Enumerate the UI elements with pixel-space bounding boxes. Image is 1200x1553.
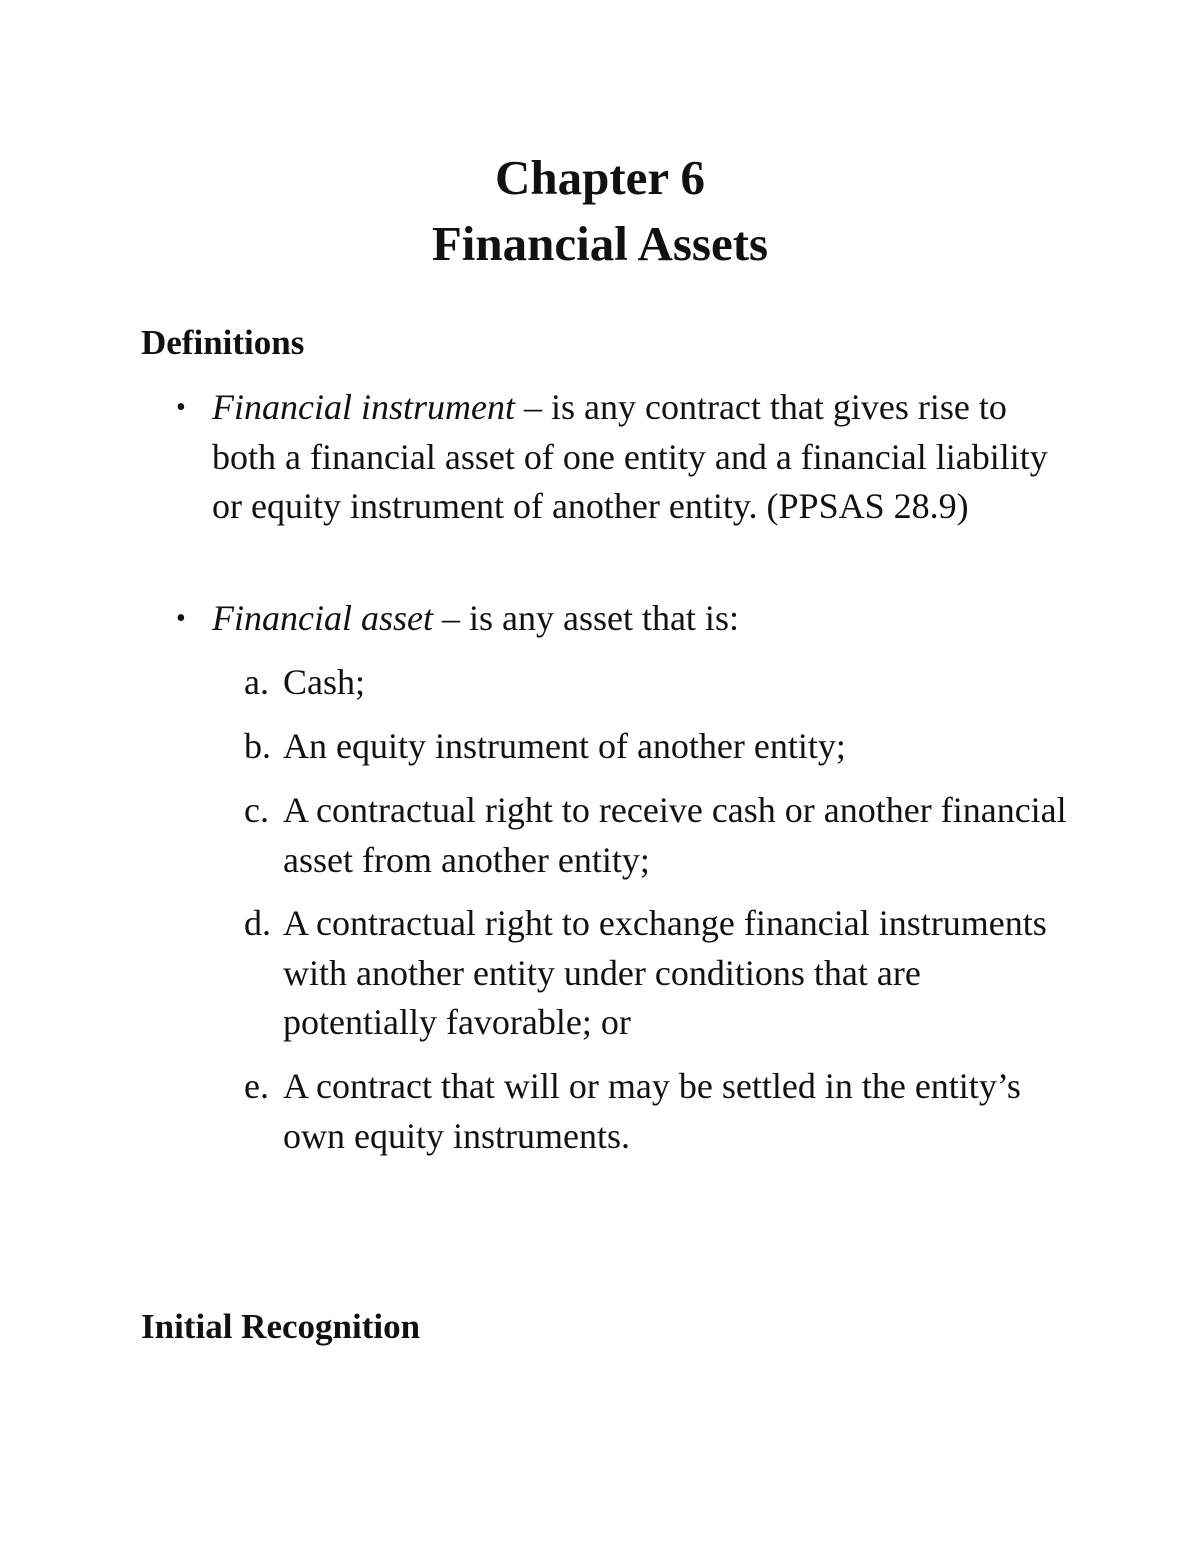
bullet-icon: • — [176, 603, 186, 634]
definition-content — [212, 383, 1072, 532]
chapter-name: Financial Assets — [431, 216, 769, 271]
definition-item — [176, 383, 1076, 583]
definition-term: Financial instrument — [212, 387, 515, 427]
list-letter: b. — [244, 726, 271, 766]
chapter-title — [0, 145, 1200, 277]
definitions-heading: Definitions — [141, 323, 305, 362]
list-text: An equity instrument of another entity; — [283, 726, 846, 766]
bullet-icon: • — [176, 392, 186, 423]
definition-content — [212, 594, 1072, 644]
list-text: A contract that will or may be settled in the entity’s own equity instruments. — [283, 1066, 1021, 1156]
list-text: Cash; — [283, 662, 366, 702]
list-text: A contractual right to exchange financial instruments with another entity under conditions that are potentially favorable; or — [283, 903, 1047, 1042]
list-text: A contractual right to receive cash or another financial asset from another entity; — [283, 790, 1067, 880]
definition-text: – is any contract that gives rise to both a financial asset of one entity and a financial liability or equity instrument of another entity. (PPSAS 28.9) — [212, 387, 1048, 526]
list-letter: e. — [244, 1066, 269, 1106]
initial-recognition-heading: Initial Recognition — [141, 1307, 421, 1346]
list-letter: c. — [244, 790, 269, 830]
chapter-number: Chapter 6 — [494, 150, 706, 205]
list-letter: d. — [244, 903, 271, 943]
definition-term: Financial asset — [212, 598, 433, 638]
definition-item — [176, 594, 1076, 644]
definition-text: – is any asset that is: — [432, 598, 739, 638]
list-letter: a. — [244, 662, 269, 702]
